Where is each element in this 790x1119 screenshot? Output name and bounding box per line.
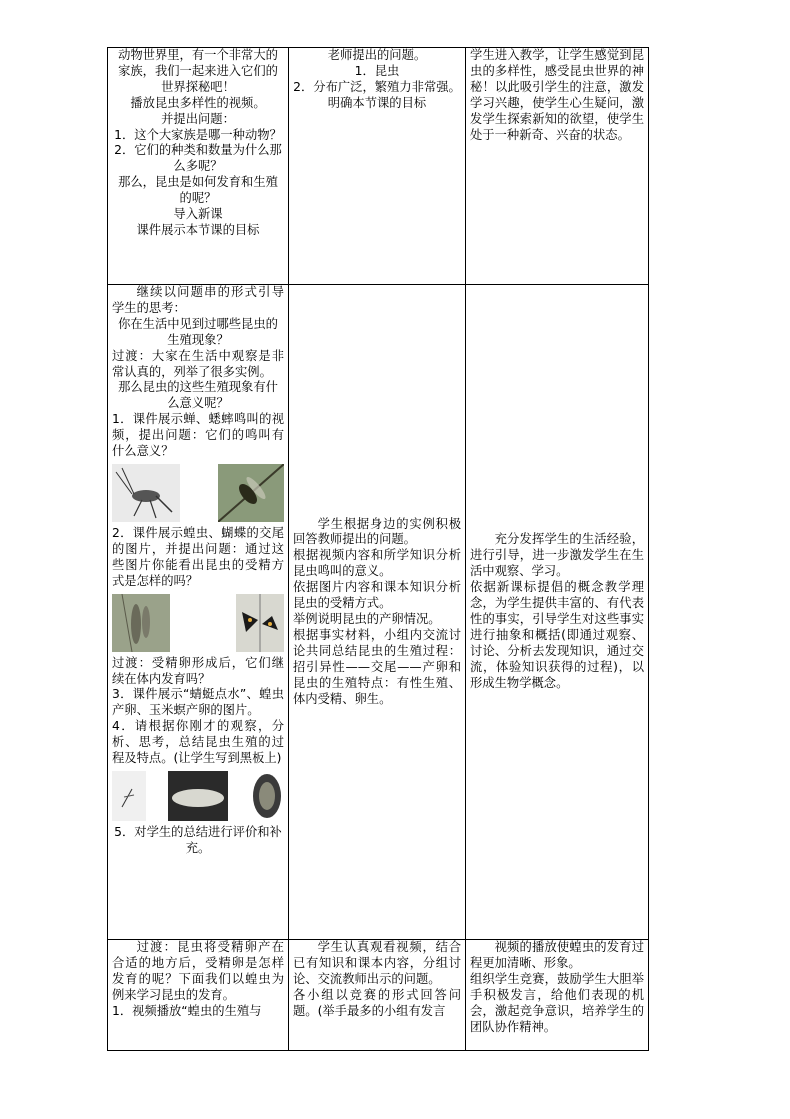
design-intent-cell [466, 48, 649, 285]
paragraph: 2．课件展示蝗虫、蝴蝶的交尾的图片，并提出问题：通过这些图片你能看出昆虫的受精方式是怎样的吗？ [112, 525, 284, 588]
paragraph: 1．视频播放“蝗虫的生殖与 [112, 1003, 262, 1018]
paragraph: 学生根据身边的实例积极回答教师提出的问题。 [293, 516, 461, 547]
paragraph: 那么昆虫的这些生殖现象有什么意义呢？ [118, 380, 278, 411]
lesson-plan-table [107, 47, 649, 1051]
design-intent-cell [466, 285, 649, 940]
locust-mating-photo [112, 594, 170, 652]
paragraph: 过渡：昆虫将受精卵产在合适的地方后，受精卵是怎样发育的呢？下面我们以蝗虫为例来学习昆虫的发育。 [112, 940, 284, 1002]
student-activity-cell [289, 48, 466, 285]
paragraph: 举例说明昆虫的产卵情况。 [293, 612, 441, 626]
teacher-activity-cell [108, 940, 289, 1051]
student-activity-cell [289, 940, 466, 1051]
paragraph: 组织学生竞赛，鼓励学生大胆举手积极发言，给他们表现的机会，激起竞争意识，培养学生的团队协作精神。 [470, 971, 644, 1034]
paragraph: 根据事实材料，小组内交流讨论共同总结昆虫的生殖过程：招引异性——交尾——产卵和昆虫的生殖特点：有性生殖、体内受精、卵生。 [293, 627, 461, 706]
paragraph: 继续以问题串的形式引导学生的思考： [112, 285, 284, 315]
table-row [108, 940, 649, 1051]
paragraph: 1．这个大家族是哪一种动物？ [114, 127, 282, 142]
paragraph: 2．分布广泛，繁殖力非常强。 [293, 79, 461, 94]
paragraph: 4．请根据你刚才的观察，分析、思考，总结昆虫生殖的过程及特点。(让学生写到黑板上) [112, 719, 284, 766]
teacher-activity-cell [108, 285, 289, 940]
table-row [108, 48, 649, 285]
paragraph: 根据视频内容和所学知识分析昆虫鸣叫的意义。 [293, 548, 461, 579]
paragraph: 课件展示本节课的目标 [136, 222, 260, 237]
paragraph: 老师提出的问题。 [327, 48, 427, 62]
paragraph: 那么，昆虫是如何发育和生殖的呢？ [118, 175, 278, 206]
paragraph: 学生进入教学，让学生感觉到昆虫的多样性，感受昆虫世界的神秘！以此吸引学生的注意，激发学习兴趣，使学生心生疑问，激发学生探索新知的欲望，使学生处于一种新奇、兴奋的状态。 [470, 48, 644, 142]
cricket-photo [112, 464, 180, 522]
paragraph: 充分发挥学生的生活经验，进行引导，进一步激发学生在生活中观察、学习。 [470, 532, 644, 579]
teacher-activity-cell [108, 48, 289, 285]
student-activity-cell [289, 285, 466, 940]
butterfly-mating-photo [236, 594, 284, 652]
dragonfly-photo [112, 771, 146, 821]
paragraph: 导入新课 [173, 207, 223, 222]
egg-pod-photo [250, 771, 284, 821]
table-row [108, 285, 649, 940]
image-row [112, 771, 284, 821]
paragraph: 2．它们的种类和数量为什么那么多呢？ [114, 143, 282, 174]
cicada-photo [218, 464, 284, 522]
paragraph: 3．课件展示“蜻蜓点水”、蝗虫产卵、玉米螟产卵的图片。 [112, 687, 284, 718]
paragraph: 过渡：大家在生活中观察是非常认真的，列举了很多实例。 [112, 348, 284, 379]
paragraph: 并提出问题： [161, 111, 235, 126]
paragraph: 明确本节课的目标 [327, 95, 427, 110]
paragraph: 各小组以竞赛的形式回答问题。(举手最多的小组有发言 [293, 987, 461, 1018]
paragraph: 学生认真观看视频，结合已有知识和课本内容，分组讨论、交流教师出示的问题。 [293, 940, 461, 986]
paragraph: 依据图片内容和课本知识分析昆虫的受精方式。 [293, 580, 461, 611]
paragraph: 依据新课标提倡的概念教学理念，为学生提供丰富的、有代表性的事实，引导学生对这些事实进行抽象和概括(即通过观察、讨论、分析去发现知识，通过交流，体验知识获得的过程)，以形成生物学概念。 [470, 580, 644, 690]
design-intent-cell [466, 940, 649, 1051]
paragraph: 播放昆虫多样性的视频。 [130, 95, 266, 110]
paragraph: 你在生活中见到过哪些昆虫的生殖现象？ [118, 316, 278, 347]
paragraph: 过渡：受精卵形成后，它们继续在体内发育吗？ [112, 655, 284, 686]
image-row [112, 594, 284, 652]
paragraph: 视频的播放使蝗虫的发育过程更加清晰、形象。 [470, 940, 644, 970]
paragraph: 动物世界里，有一个非常大的家族，我们一起来进入它们的世界探秘吧！ [118, 48, 278, 94]
paragraph: 1．昆虫 [354, 63, 400, 78]
paragraph: 1．课件展示蝉、蟋蟀鸣叫的视频，提出问题：它们的鸣叫有什么意义？ [112, 412, 284, 459]
egg-mass-photo [168, 771, 228, 821]
paragraph: 5．对学生的总结进行评价和补充。 [114, 824, 282, 855]
image-row [112, 464, 284, 522]
